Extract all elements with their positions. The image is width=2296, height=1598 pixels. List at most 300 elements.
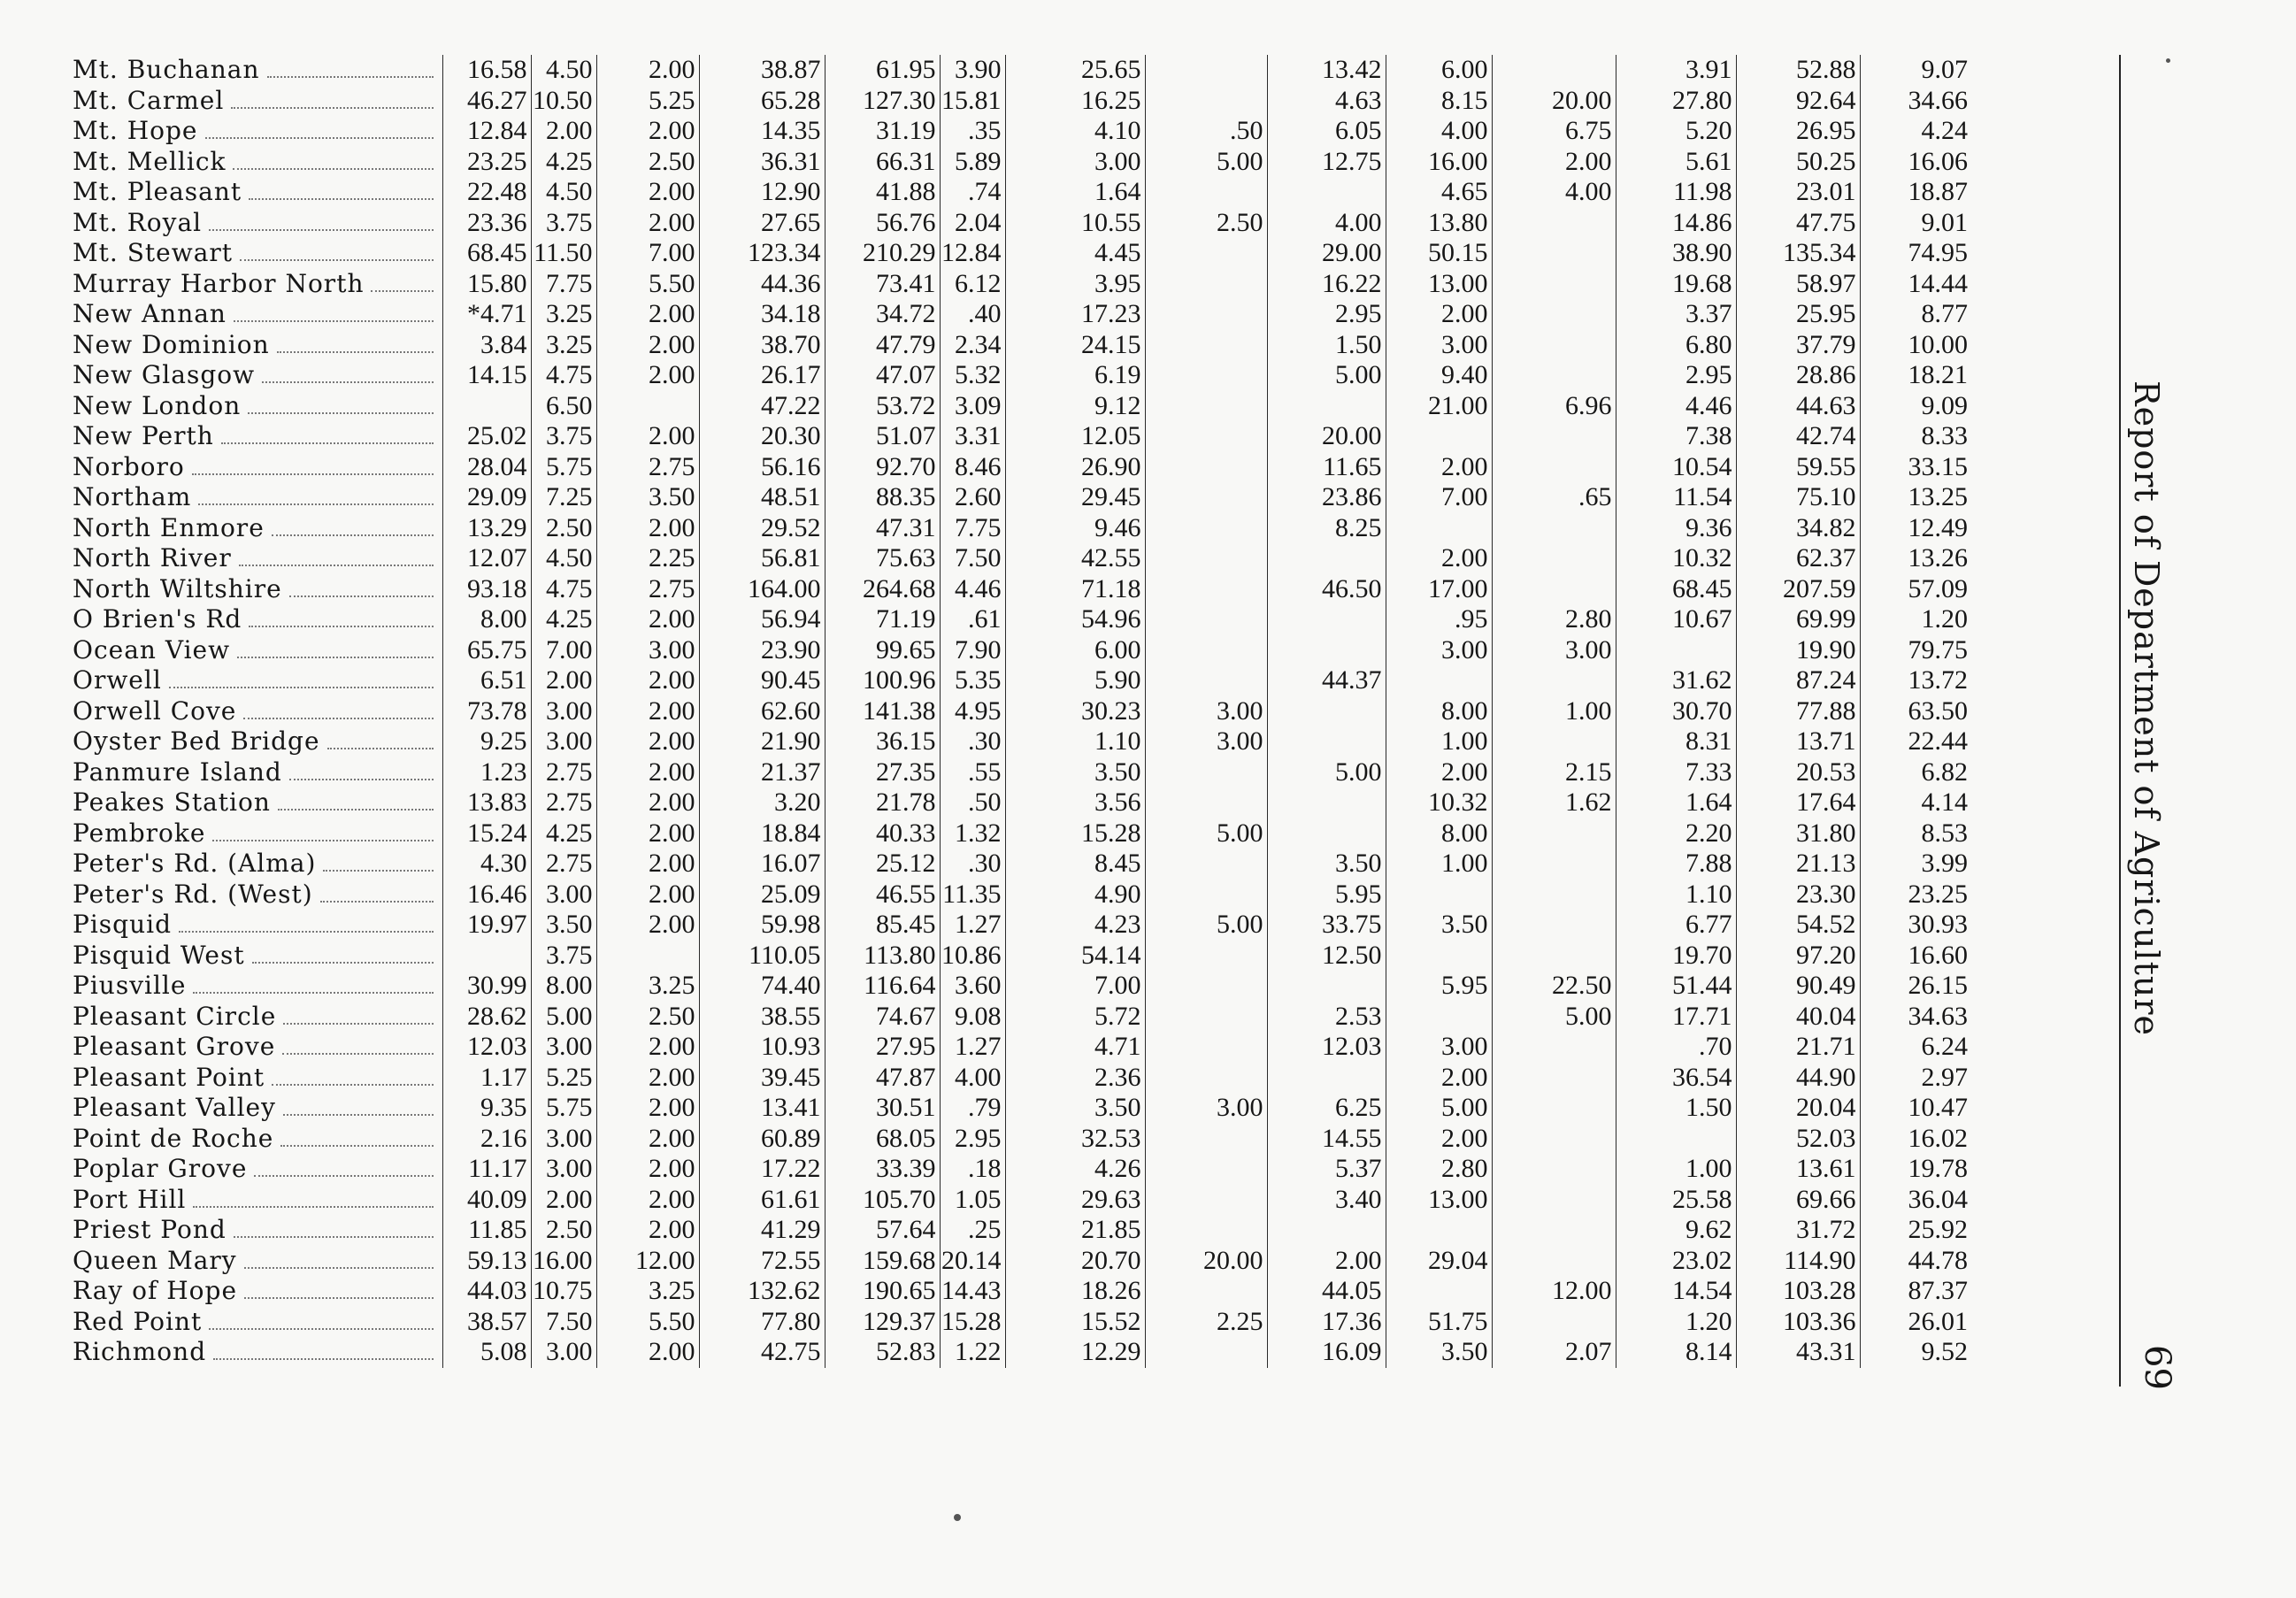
- cell-col-11: 20.00: [1492, 86, 1616, 117]
- cell-col-8: [1145, 269, 1267, 300]
- row-locality: [71, 849, 442, 880]
- cell-col-7: 9.12: [1005, 391, 1145, 422]
- table-row: [71, 1276, 1971, 1307]
- cell-col-11: 6.96: [1492, 391, 1616, 422]
- cell-col-1: 29.09: [442, 482, 531, 513]
- cell-col-1: 73.78: [442, 696, 531, 727]
- cell-col-8: [1145, 880, 1267, 910]
- row-locality: [71, 1093, 442, 1124]
- cell-col-9: [1267, 818, 1386, 849]
- cell-col-1: 46.27: [442, 86, 531, 117]
- table-row: [71, 1185, 1971, 1216]
- cell-col-12: 19.70: [1616, 941, 1736, 972]
- cell-col-12: 7.33: [1616, 757, 1736, 788]
- leader-dots: [272, 1083, 433, 1086]
- locality-name: Mt. Stewart: [73, 238, 234, 267]
- cell-col-7: 15.52: [1005, 1307, 1145, 1338]
- cell-col-12: 2.95: [1616, 360, 1736, 391]
- cell-col-13: 92.64: [1736, 86, 1860, 117]
- cell-col-3: 12.00: [596, 1246, 699, 1277]
- cell-col-8: 3.00: [1145, 1093, 1267, 1124]
- cell-col-13: 50.25: [1736, 147, 1860, 178]
- cell-col-1: 5.08: [442, 1337, 531, 1368]
- cell-col-12: 19.68: [1616, 269, 1736, 300]
- cell-col-12: 14.54: [1616, 1276, 1736, 1307]
- cell-col-4: 56.94: [699, 604, 825, 635]
- cell-col-11: [1492, 1185, 1616, 1216]
- cell-col-6: 11.35: [940, 880, 1005, 910]
- cell-col-6: 14.43: [940, 1276, 1005, 1307]
- cell-col-5: 74.67: [825, 1002, 940, 1033]
- cell-col-11: [1492, 421, 1616, 452]
- cell-col-11: [1492, 238, 1616, 269]
- table-row: [71, 421, 1971, 452]
- cell-col-10: 4.65: [1386, 177, 1492, 208]
- cell-col-9: 12.50: [1267, 941, 1386, 972]
- table-row: [71, 971, 1971, 1002]
- cell-col-12: 1.20: [1616, 1307, 1736, 1338]
- cell-col-2: 2.75: [531, 757, 596, 788]
- leader-dots: [289, 595, 434, 597]
- cell-col-2: 8.00: [531, 971, 596, 1002]
- cell-col-4: 21.37: [699, 757, 825, 788]
- cell-col-1: 9.35: [442, 1093, 531, 1124]
- leader-dots: [272, 534, 434, 536]
- cell-col-7: 20.70: [1005, 1246, 1145, 1277]
- cell-col-9: 4.00: [1267, 208, 1386, 239]
- cell-col-6: 3.60: [940, 971, 1005, 1002]
- cell-col-1: 93.18: [442, 574, 531, 605]
- cell-col-8: 5.00: [1145, 910, 1267, 941]
- cell-col-7: 54.14: [1005, 941, 1145, 972]
- cell-col-14: 18.21: [1860, 360, 1971, 391]
- cell-col-4: 61.61: [699, 1185, 825, 1216]
- cell-col-14: 9.01: [1860, 208, 1971, 239]
- cell-col-6: 7.90: [940, 635, 1005, 666]
- table-row: [71, 238, 1971, 269]
- locality-name: Oyster Bed Bridge: [73, 726, 320, 756]
- row-locality: [71, 696, 442, 727]
- cell-col-2: 2.75: [531, 849, 596, 880]
- cell-col-8: [1145, 1215, 1267, 1246]
- cell-col-4: 110.05: [699, 941, 825, 972]
- table-row: [71, 1093, 1971, 1124]
- cell-col-5: 85.45: [825, 910, 940, 941]
- cell-col-10: .95: [1386, 604, 1492, 635]
- table-row: [71, 1124, 1971, 1155]
- cell-col-11: [1492, 726, 1616, 757]
- cell-col-6: .35: [940, 116, 1005, 147]
- cell-col-2: 7.75: [531, 269, 596, 300]
- cell-col-12: 36.54: [1616, 1063, 1736, 1094]
- cell-col-11: [1492, 1063, 1616, 1094]
- cell-col-13: 207.59: [1736, 574, 1860, 605]
- cell-col-3: [596, 391, 699, 422]
- leader-dots: [213, 1357, 433, 1360]
- cell-col-12: 9.62: [1616, 1215, 1736, 1246]
- cell-col-10: 5.00: [1386, 1093, 1492, 1124]
- cell-col-11: [1492, 1124, 1616, 1155]
- cell-col-9: [1267, 1063, 1386, 1094]
- leader-dots: [289, 778, 434, 780]
- cell-col-2: 10.50: [531, 86, 596, 117]
- locality-name: New Annan: [73, 299, 227, 328]
- table-row: [71, 513, 1971, 544]
- table-row: [71, 391, 1971, 422]
- cell-col-10: [1386, 421, 1492, 452]
- cell-col-13: 77.88: [1736, 696, 1860, 727]
- row-locality: [71, 880, 442, 910]
- cell-col-14: 87.37: [1860, 1276, 1971, 1307]
- cell-col-7: 5.90: [1005, 665, 1145, 696]
- scan-speck: [2166, 58, 2170, 63]
- cell-col-6: 1.05: [940, 1185, 1005, 1216]
- cell-col-14: 14.44: [1860, 269, 1971, 300]
- scan-speck: [954, 1514, 961, 1521]
- table-row: [71, 604, 1971, 635]
- cell-col-2: 4.50: [531, 55, 596, 86]
- locality-name: Norboro: [73, 451, 185, 481]
- cell-col-10: 50.15: [1386, 238, 1492, 269]
- cell-col-12: 27.80: [1616, 86, 1736, 117]
- cell-col-14: 10.00: [1860, 330, 1971, 361]
- leader-dots: [244, 1296, 433, 1299]
- table-row: [71, 757, 1971, 788]
- locality-name: O Brien's Rd: [73, 604, 242, 634]
- cell-col-1: 12.84: [442, 116, 531, 147]
- row-locality: [71, 421, 442, 452]
- cell-col-11: [1492, 1307, 1616, 1338]
- cell-col-9: 12.03: [1267, 1032, 1386, 1063]
- cell-col-10: 17.00: [1386, 574, 1492, 605]
- cell-col-6: .79: [940, 1093, 1005, 1124]
- cell-col-1: 12.07: [442, 543, 531, 574]
- cell-col-14: 13.72: [1860, 665, 1971, 696]
- cell-col-9: 11.65: [1267, 452, 1386, 483]
- cell-col-6: 4.95: [940, 696, 1005, 727]
- row-locality: [71, 787, 442, 818]
- cell-col-2: 5.25: [531, 1063, 596, 1094]
- cell-col-3: 2.00: [596, 910, 699, 941]
- cell-col-8: [1145, 604, 1267, 635]
- cell-col-2: 7.25: [531, 482, 596, 513]
- cell-col-12: 2.20: [1616, 818, 1736, 849]
- cell-col-7: 1.10: [1005, 726, 1145, 757]
- locality-name: Ray of Hope: [73, 1276, 238, 1305]
- cell-col-11: .65: [1492, 482, 1616, 513]
- locality-name: Mt. Carmel: [73, 85, 225, 115]
- cell-col-12: 9.36: [1616, 513, 1736, 544]
- cell-col-6: 7.75: [940, 513, 1005, 544]
- cell-col-6: .55: [940, 757, 1005, 788]
- cell-col-6: 2.34: [940, 330, 1005, 361]
- cell-col-14: 16.60: [1860, 941, 1971, 972]
- cell-col-6: 5.89: [940, 147, 1005, 178]
- table-row: [71, 1063, 1971, 1094]
- cell-col-8: 3.00: [1145, 696, 1267, 727]
- cell-col-1: 30.99: [442, 971, 531, 1002]
- cell-col-3: 2.00: [596, 1185, 699, 1216]
- cell-col-2: 3.00: [531, 880, 596, 910]
- cell-col-8: [1145, 421, 1267, 452]
- cell-col-8: [1145, 391, 1267, 422]
- cell-col-12: 1.64: [1616, 787, 1736, 818]
- table-row: [71, 574, 1971, 605]
- cell-col-5: 47.79: [825, 330, 940, 361]
- cell-col-7: 12.05: [1005, 421, 1145, 452]
- leader-dots: [327, 747, 434, 749]
- locality-name: Mt. Mellick: [73, 146, 227, 176]
- locality-name: Pleasant Grove: [73, 1032, 276, 1061]
- cell-col-3: 5.50: [596, 269, 699, 300]
- cell-col-7: 18.26: [1005, 1276, 1145, 1307]
- cell-col-10: 2.00: [1386, 452, 1492, 483]
- cell-col-13: 103.36: [1736, 1307, 1860, 1338]
- cell-col-7: 6.19: [1005, 360, 1145, 391]
- cell-col-3: 2.75: [596, 452, 699, 483]
- row-locality: [71, 513, 442, 544]
- cell-col-14: 8.53: [1860, 818, 1971, 849]
- leader-dots: [371, 289, 433, 292]
- cell-col-9: 23.86: [1267, 482, 1386, 513]
- cell-col-8: [1145, 1185, 1267, 1216]
- row-locality: [71, 1002, 442, 1033]
- locality-name: Pembroke: [73, 818, 206, 848]
- cell-col-8: [1145, 360, 1267, 391]
- cell-col-5: 30.51: [825, 1093, 940, 1124]
- leader-dots: [198, 503, 433, 505]
- cell-col-14: 63.50: [1860, 696, 1971, 727]
- cell-col-10: 10.32: [1386, 787, 1492, 818]
- cell-col-11: [1492, 665, 1616, 696]
- cell-col-12: 1.10: [1616, 880, 1736, 910]
- cell-col-13: 90.49: [1736, 971, 1860, 1002]
- locality-name: Richmond: [73, 1337, 207, 1366]
- cell-col-6: .25: [940, 1215, 1005, 1246]
- cell-col-4: 20.30: [699, 421, 825, 452]
- cell-col-1: 1.23: [442, 757, 531, 788]
- cell-col-5: 47.87: [825, 1063, 940, 1094]
- cell-col-14: 2.97: [1860, 1063, 1971, 1094]
- cell-col-7: 15.28: [1005, 818, 1145, 849]
- cell-col-6: 15.81: [940, 86, 1005, 117]
- cell-col-14: 22.44: [1860, 726, 1971, 757]
- cell-col-11: [1492, 452, 1616, 483]
- row-locality: [71, 116, 442, 147]
- cell-col-14: 36.04: [1860, 1185, 1971, 1216]
- cell-col-9: [1267, 391, 1386, 422]
- cell-col-9: 1.50: [1267, 330, 1386, 361]
- cell-col-10: 2.00: [1386, 757, 1492, 788]
- cell-col-12: 8.31: [1616, 726, 1736, 757]
- table-row: [71, 1307, 1971, 1338]
- cell-col-8: [1145, 1032, 1267, 1063]
- cell-col-2: 3.00: [531, 1337, 596, 1368]
- cell-col-7: 24.15: [1005, 330, 1145, 361]
- locality-name: Pleasant Point: [73, 1062, 265, 1092]
- table-row: [71, 726, 1971, 757]
- locality-name: New London: [73, 390, 242, 420]
- cell-col-3: 2.00: [596, 1032, 699, 1063]
- cell-col-2: 3.75: [531, 941, 596, 972]
- cell-col-10: 8.15: [1386, 86, 1492, 117]
- cell-col-3: 3.25: [596, 1276, 699, 1307]
- cell-col-2: 3.25: [531, 299, 596, 330]
- cell-col-6: 20.14: [940, 1246, 1005, 1277]
- cell-col-8: [1145, 86, 1267, 117]
- cell-col-5: 40.33: [825, 818, 940, 849]
- cell-col-3: 2.00: [596, 757, 699, 788]
- row-locality: [71, 1185, 442, 1216]
- leader-dots: [278, 808, 434, 811]
- cell-col-12: 3.37: [1616, 299, 1736, 330]
- cell-col-3: 2.75: [596, 574, 699, 605]
- locality-name: Mt. Buchanan: [73, 55, 260, 84]
- cell-col-14: 13.26: [1860, 543, 1971, 574]
- cell-col-6: .30: [940, 849, 1005, 880]
- table-row: [71, 543, 1971, 574]
- cell-col-4: 38.87: [699, 55, 825, 86]
- locality-name: Port Hill: [73, 1184, 187, 1214]
- cell-col-2: 5.75: [531, 1093, 596, 1124]
- cell-col-5: 27.95: [825, 1032, 940, 1063]
- cell-col-12: 10.67: [1616, 604, 1736, 635]
- cell-col-6: 2.95: [940, 1124, 1005, 1155]
- cell-col-9: 3.50: [1267, 849, 1386, 880]
- cell-col-3: 2.00: [596, 116, 699, 147]
- row-locality: [71, 1215, 442, 1246]
- cell-col-5: 129.37: [825, 1307, 940, 1338]
- cell-col-9: 3.40: [1267, 1185, 1386, 1216]
- cell-col-14: 8.77: [1860, 299, 1971, 330]
- locality-name: Pleasant Valley: [73, 1093, 276, 1122]
- cell-col-6: 1.22: [940, 1337, 1005, 1368]
- cell-col-2: 4.50: [531, 177, 596, 208]
- cell-col-11: 3.00: [1492, 635, 1616, 666]
- cell-col-11: 6.75: [1492, 116, 1616, 147]
- cell-col-5: 75.63: [825, 543, 940, 574]
- cell-col-9: [1267, 543, 1386, 574]
- cell-col-9: [1267, 177, 1386, 208]
- table-row: [71, 880, 1971, 910]
- cell-col-11: [1492, 1032, 1616, 1063]
- cell-col-9: 33.75: [1267, 910, 1386, 941]
- locality-name: Pleasant Circle: [73, 1001, 277, 1031]
- cell-col-12: 31.62: [1616, 665, 1736, 696]
- locality-name: Mt. Pleasant: [73, 177, 242, 206]
- leader-dots: [237, 656, 433, 658]
- cell-col-13: 59.55: [1736, 452, 1860, 483]
- cell-col-12: 6.77: [1616, 910, 1736, 941]
- cell-col-7: 3.50: [1005, 757, 1145, 788]
- cell-col-14: 1.20: [1860, 604, 1971, 635]
- cell-col-3: 2.00: [596, 696, 699, 727]
- cell-col-1: 3.84: [442, 330, 531, 361]
- cell-col-2: 2.75: [531, 787, 596, 818]
- cell-col-10: 5.95: [1386, 971, 1492, 1002]
- cell-col-1: 38.57: [442, 1307, 531, 1338]
- cell-col-5: 100.96: [825, 665, 940, 696]
- row-locality: [71, 818, 442, 849]
- cell-col-4: 38.55: [699, 1002, 825, 1033]
- cell-col-6: 1.27: [940, 910, 1005, 941]
- locality-name: New Glasgow: [73, 360, 256, 389]
- cell-col-8: 3.00: [1145, 726, 1267, 757]
- row-locality: [71, 574, 442, 605]
- cell-col-11: 22.50: [1492, 971, 1616, 1002]
- cell-col-5: 41.88: [825, 177, 940, 208]
- cell-col-7: 42.55: [1005, 543, 1145, 574]
- cell-col-6: 2.60: [940, 482, 1005, 513]
- cell-col-1: 44.03: [442, 1276, 531, 1307]
- cell-col-6: .30: [940, 726, 1005, 757]
- cell-col-6: 5.35: [940, 665, 1005, 696]
- cell-col-5: 46.55: [825, 880, 940, 910]
- cell-col-5: 159.68: [825, 1246, 940, 1277]
- row-locality: [71, 238, 442, 269]
- row-locality: [71, 726, 442, 757]
- cell-col-9: 2.00: [1267, 1246, 1386, 1277]
- cell-col-5: 66.31: [825, 147, 940, 178]
- cell-col-7: 25.65: [1005, 55, 1145, 86]
- cell-col-7: 10.55: [1005, 208, 1145, 239]
- cell-col-14: 10.47: [1860, 1093, 1971, 1124]
- cell-col-6: 9.08: [940, 1002, 1005, 1033]
- running-title-text: Report of Department of Agriculture: [2127, 380, 2166, 1036]
- cell-col-13: 42.74: [1736, 421, 1860, 452]
- cell-col-4: 72.55: [699, 1246, 825, 1277]
- cell-col-9: 6.05: [1267, 116, 1386, 147]
- row-locality: [71, 1124, 442, 1155]
- cell-col-7: 29.63: [1005, 1185, 1145, 1216]
- locality-name: Queen Mary: [73, 1245, 237, 1275]
- cell-col-13: 20.04: [1736, 1093, 1860, 1124]
- cell-col-13: 58.97: [1736, 269, 1860, 300]
- cell-col-3: 2.00: [596, 726, 699, 757]
- cell-col-8: [1145, 1002, 1267, 1033]
- cell-col-2: 2.50: [531, 513, 596, 544]
- cell-col-9: 16.22: [1267, 269, 1386, 300]
- cell-col-8: [1145, 330, 1267, 361]
- ledger-table: [71, 55, 1971, 1368]
- cell-col-11: 2.00: [1492, 147, 1616, 178]
- cell-col-8: [1145, 1337, 1267, 1368]
- cell-col-5: 27.35: [825, 757, 940, 788]
- cell-col-6: 3.31: [940, 421, 1005, 452]
- cell-col-1: 16.58: [442, 55, 531, 86]
- cell-col-10: 29.04: [1386, 1246, 1492, 1277]
- cell-col-1: 65.75: [442, 635, 531, 666]
- table-row: [71, 208, 1971, 239]
- cell-col-14: 6.24: [1860, 1032, 1971, 1063]
- cell-col-14: 44.78: [1860, 1246, 1971, 1277]
- cell-col-1: 68.45: [442, 238, 531, 269]
- cell-col-9: 46.50: [1267, 574, 1386, 605]
- cell-col-12: 3.91: [1616, 55, 1736, 86]
- cell-col-1: 23.36: [442, 208, 531, 239]
- cell-col-4: 42.75: [699, 1337, 825, 1368]
- cell-col-14: 6.82: [1860, 757, 1971, 788]
- cell-col-2: 4.25: [531, 604, 596, 635]
- locality-name: Orwell: [73, 665, 162, 695]
- cell-col-14: 74.95: [1860, 238, 1971, 269]
- cell-col-1: *4.71: [442, 299, 531, 330]
- cell-col-13: 13.61: [1736, 1154, 1860, 1185]
- page-number-text: 69: [2137, 1345, 2177, 1390]
- cell-col-3: 2.00: [596, 818, 699, 849]
- cell-col-10: 21.00: [1386, 391, 1492, 422]
- cell-col-5: 31.19: [825, 116, 940, 147]
